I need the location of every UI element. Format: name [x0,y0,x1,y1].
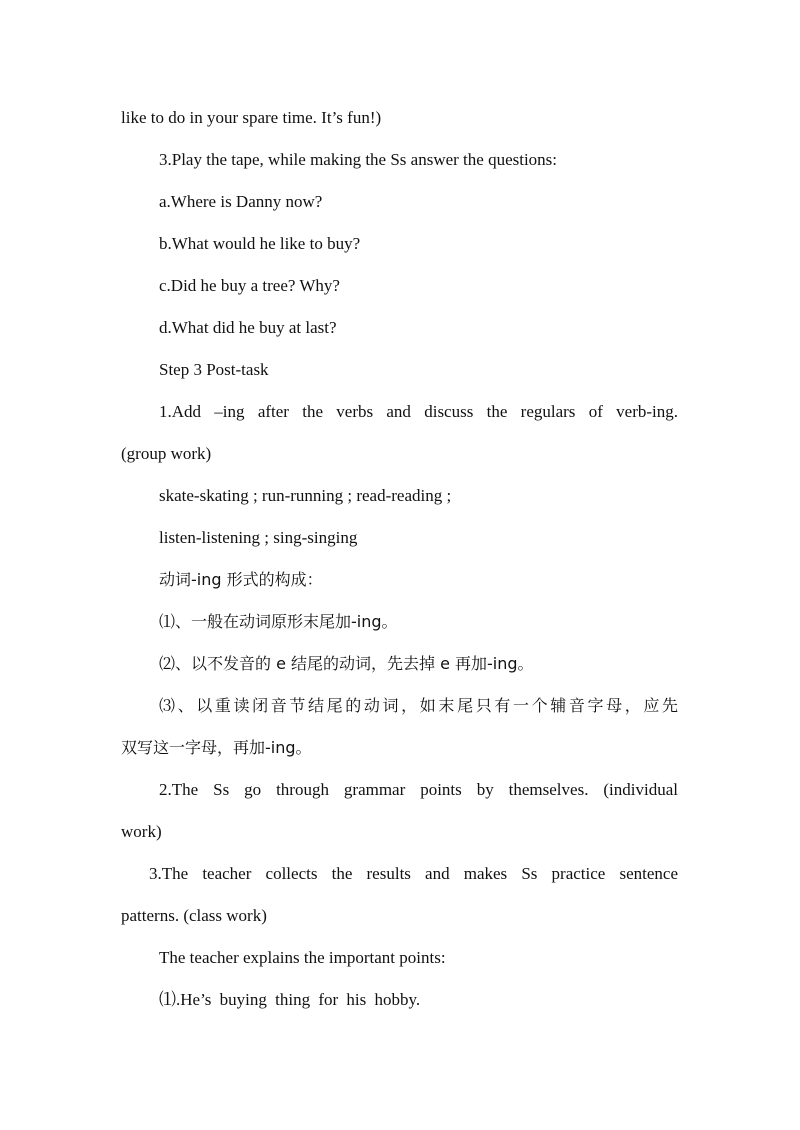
rule-item: ⑴、一般在动词原形末尾加-ing。 [159,612,398,631]
paragraph-line: 1.Add –ing after the verbs and discuss the regulars of verb-ing. [159,402,678,421]
rule-heading: 动词-ing 形式的构成： [159,570,323,589]
rule-item: ⑶、以重读闭音节结尾的动词，如末尾只有一个辅音字母，应先 [159,696,678,715]
rule-item-continued: 双写这一字母，再加-ing。 [121,738,312,757]
paragraph-line: work) [121,822,162,841]
paragraph-line: patterns. (class work) [121,906,267,925]
question-c: c.Did he buy a tree? Why? [159,276,340,295]
paragraph-line: like to do in your spare time. It’s fun!) [121,108,382,127]
paragraph-line: 3.The teacher collects the results and makes Ss practice sentence [149,864,678,883]
question-d: d.What did he buy at last? [159,318,337,337]
paragraph-line: 3.Play the tape, while making the Ss answer the questions: [159,150,558,169]
paragraph-line: 2.The Ss go through grammar points by themselves. (individual [159,780,678,799]
question-b: b.What would he like to buy? [159,234,361,253]
question-a: a.Where is Danny now? [159,192,323,211]
section-heading: Step 3 Post-task [159,360,269,379]
example-line: listen-listening ; sing-singing [159,528,358,547]
example-line: skate-skating ; run-running ; read-reading ; [159,486,452,505]
example-sentence: ⑴.He’s buying thing for his hobby. [159,990,421,1009]
paragraph-line: (group work) [121,444,212,463]
rule-item: ⑵、以不发音的 e 结尾的动词，先去掉 e 再加-ing。 [159,654,534,673]
paragraph-line: The teacher explains the important points: [159,948,446,967]
